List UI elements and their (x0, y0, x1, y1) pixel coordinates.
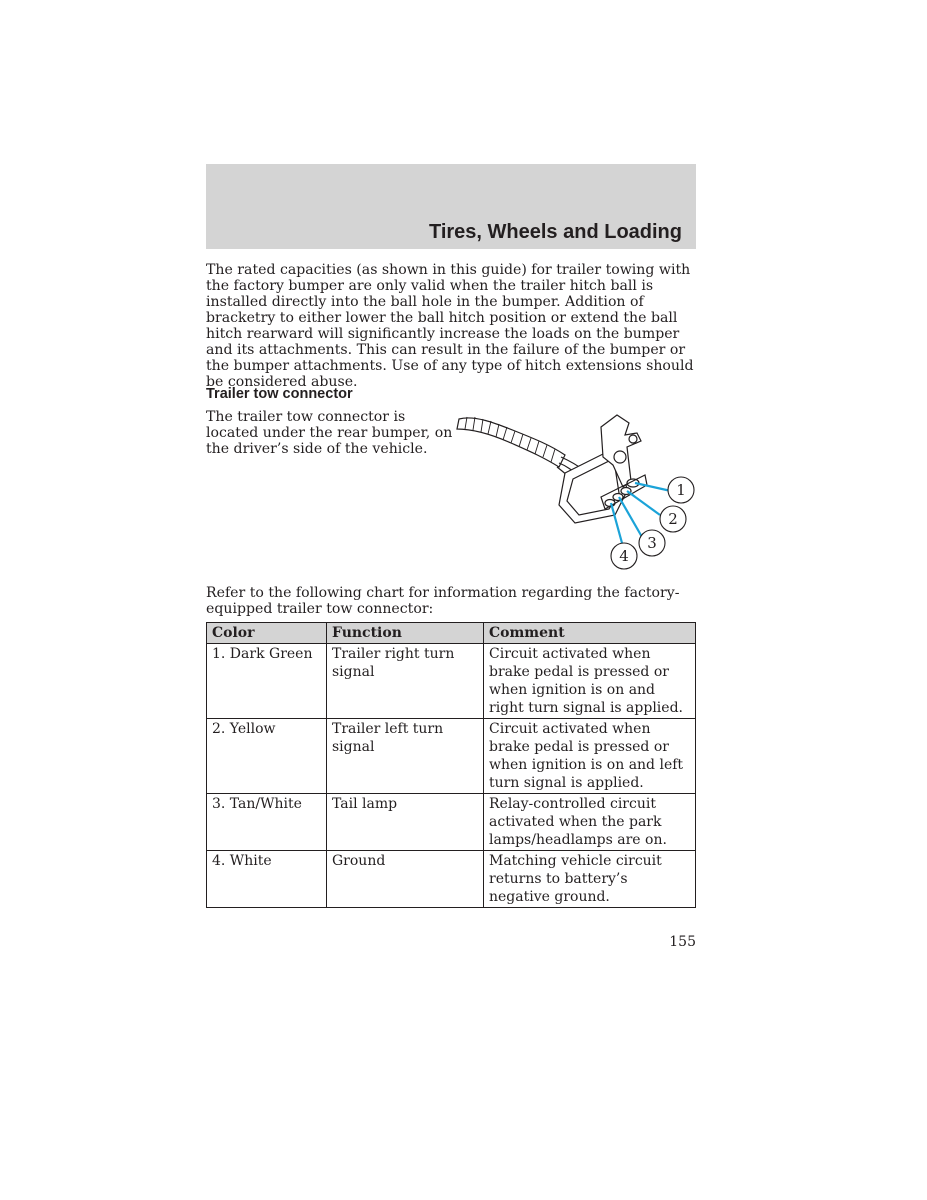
header-color: Color (207, 623, 327, 644)
cell-function: Trailer left turn signal (327, 719, 484, 794)
cell-comment: Relay-controlled circuit activated when the park lamps/headlamps are on. (484, 794, 696, 851)
connector-wiring-table (206, 622, 696, 908)
header-comment: Comment (484, 623, 696, 644)
table-row (207, 644, 696, 719)
cell-color: 1. Dark Green (207, 644, 327, 719)
intro-paragraph: The rated capacities (as shown in this guide) for trailer towing with the factory bumper are only valid when the trailer hitch ball is installed directly into the ball hole in the bumper. Addition of bracketry to either lower the ball hitch position or extend the ball hitch rearward will significantly increase the loads on the bumper and its attachments. This can result in the failure of the bumper or the bumper attachments. Use of any type of hitch extensions should be considered abuse. (206, 262, 694, 390)
cell-color: 2. Yellow (207, 719, 327, 794)
cell-function: Ground (327, 851, 484, 908)
cell-comment: Circuit activated when brake pedal is pressed or when ignition is on and left turn signal is applied. (484, 719, 696, 794)
chart-intro-text: Refer to the following chart for information regarding the factory-equipped trailer tow connector: (206, 585, 680, 617)
cell-color: 3. Tan/White (207, 794, 327, 851)
section-heading: Trailer tow connector (206, 386, 353, 402)
header-function: Function (327, 623, 484, 644)
chapter-title: Tires, Wheels and Loading (428, 221, 682, 243)
table-header-row (207, 623, 696, 644)
connector-location-text: The trailer tow connector is located under the rear bumper, on the driver’s side of the vehicle. (206, 409, 453, 457)
callout-3-label: 3 (647, 534, 657, 552)
page-number: 155 (669, 934, 696, 950)
cell-color: 4. White (207, 851, 327, 908)
table-row (207, 719, 696, 794)
callout-2-label: 2 (668, 510, 678, 528)
table-row (207, 794, 696, 851)
chapter-header-band (206, 164, 696, 249)
callout-1-label: 1 (676, 481, 686, 499)
wire-harness-illustration (457, 415, 647, 523)
table-row (207, 851, 696, 908)
cell-function: Trailer right turn signal (327, 644, 484, 719)
trailer-connector-diagram (455, 405, 700, 575)
cell-comment: Matching vehicle circuit returns to battery’s negative ground. (484, 851, 696, 908)
cell-comment: Circuit activated when brake pedal is pressed or when ignition is on and right turn signal is applied. (484, 644, 696, 719)
cell-function: Tail lamp (327, 794, 484, 851)
callout-4-label: 4 (619, 547, 629, 565)
